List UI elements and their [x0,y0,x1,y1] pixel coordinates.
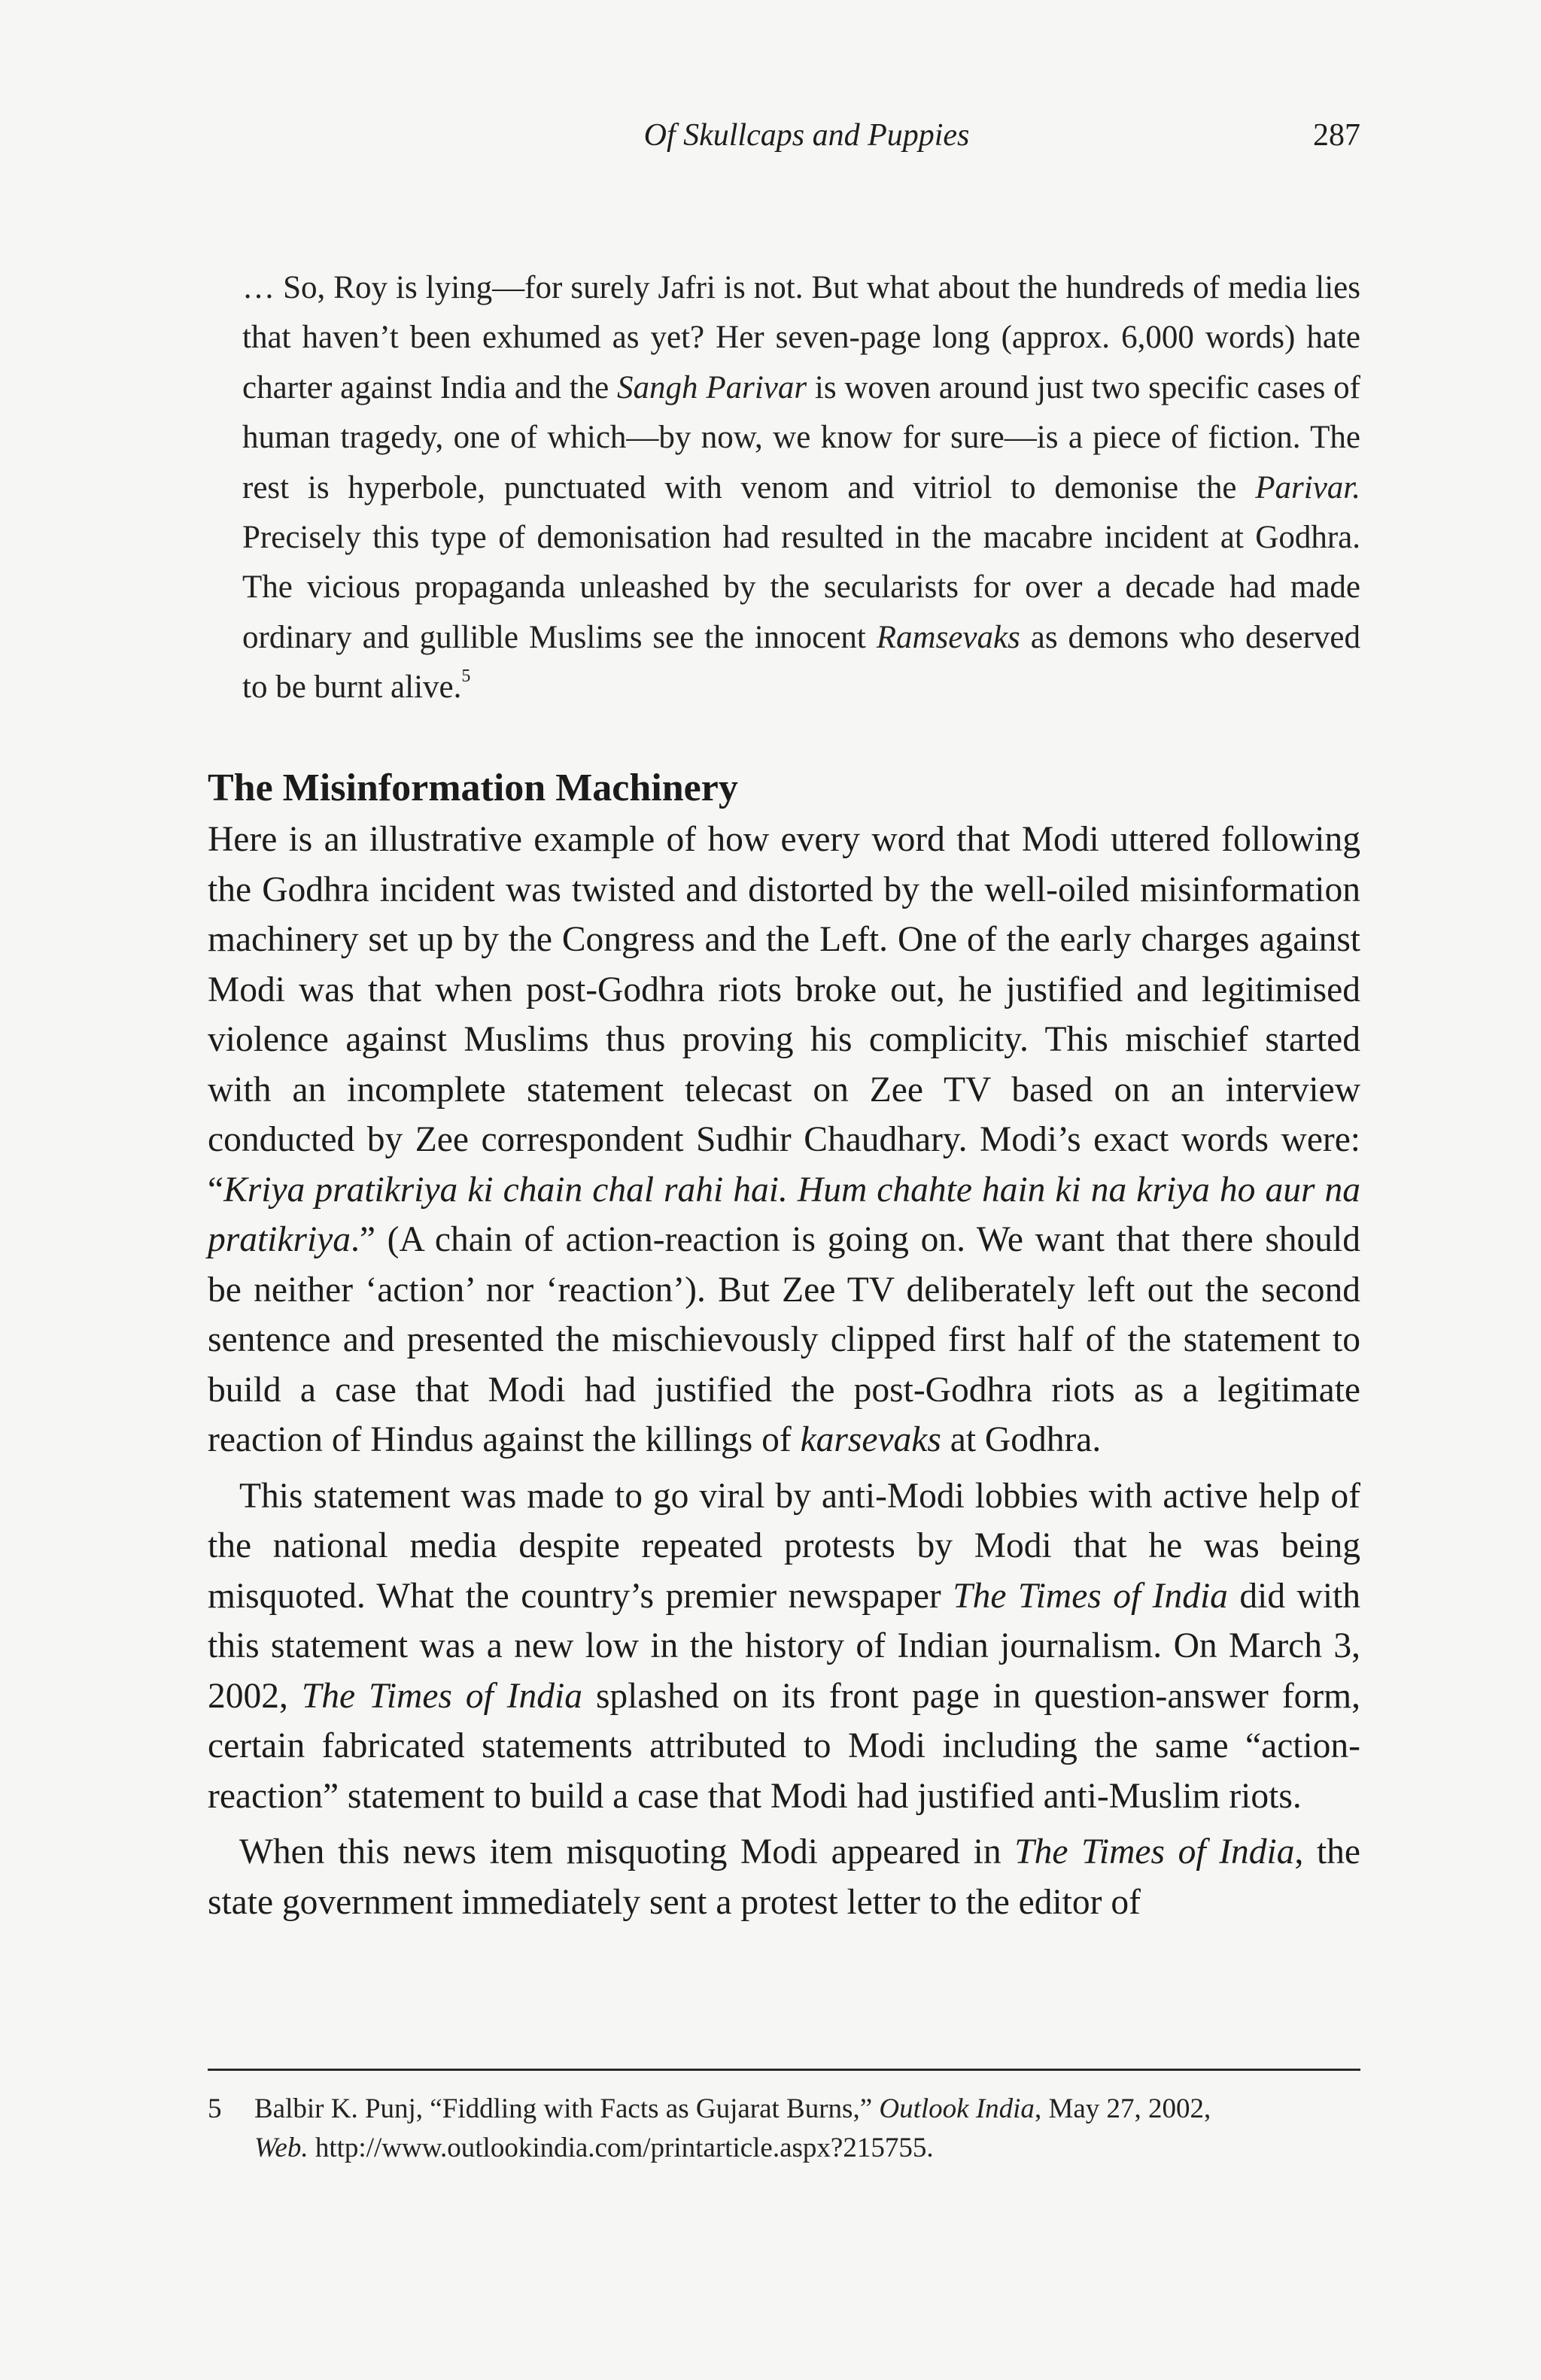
paragraph-text: did with this statement was a new low in the history of Indian journalism. On March 3, 2002, [208,1576,1360,1716]
footnote-link[interactable]: http://www.outlookindia.com/printarticle.aspx?215755. [308,2133,934,2163]
paragraph-text: , the state government immediately sent a protest letter to the editor of [208,1832,1361,1922]
footnote-reference[interactable]: 5 [461,666,471,686]
footnote-italic: Outlook India [879,2093,1035,2124]
footnote [208,2090,1360,2168]
block-quote [242,263,1360,713]
paragraph-text: This statement was made to go viral by anti-Modi lobbies with active help of the national media despite repeated protests by Modi that he was being misquoted. What the country’s premier newspaper [208,1476,1360,1616]
quote-italic-text: Parivar. [1255,469,1360,505]
footnote-text [254,2090,1360,2168]
paragraph-italic-text: karsevaks [800,1420,941,1459]
paragraph-text: Here is an illustrative example of how every word that Modi uttered following the Godhra incident was twisted and distorted by the well-oiled misinformation machinery set up by the Congress and the Left. One of the early charges against Modi was that when post-Godhra riots broke out, he justified and legitimised violence against Muslims thus proving his complicity. This mischief started with an incomplete statement telecast on Zee TV based on an interview conducted by Zee correspondent Sudhir Chaudhary. Modi’s exact words were: “ [208,820,1360,1210]
block-quote-paragraph [242,263,1360,713]
quote-italic-text: Sangh Parivar [617,369,807,405]
quote-text: as demons who deserved to be burnt alive. [242,619,1360,706]
section-heading: The Misinformation Machinery [208,767,738,809]
page-number: 287 [1313,118,1360,153]
paragraph-italic-text: Kriya pratikriya ki chain chal rahi hai. Hum chahte hain ki na kriya ho aur na pratikriya [208,1170,1360,1259]
footnote-divider [208,2069,1360,2071]
quote-text: … So, Roy is lying—for surely Jafri is not. But what about the hundreds of media lies that haven’t been exhumed as yet? Her seven-page long (approx. 6,000 words) hate charter against India and the [242,270,1360,405]
footnote-segment: Balbir K. Punj, “Fiddling with Facts as Gujarat Burns,” [254,2093,880,2124]
footnote-segment: , May 27, 2002, [1034,2093,1211,2124]
paragraph-italic-text: The Times of India [1014,1832,1295,1872]
paragraph-italic-text: The Times of India [301,1676,582,1716]
quote-text: Precisely this type of demonisation had resulted in the macabre incident at Godhra. The vicious propaganda unleashed by the secularists for over a decade had made ordinary and gullible Muslims see the innocent [242,520,1360,655]
paragraph-text: splashed on its front page in question-answer form, certain fabricated statements attributed to Modi including the same “action-reaction” statement to build a case that Modi had justified anti-Muslim riots. [208,1676,1360,1816]
paragraph-italic-text: The Times of India [953,1576,1228,1616]
paragraph-text: at Godhra. [941,1420,1102,1459]
body-text [208,815,1360,1927]
paragraph-3 [208,1827,1360,1927]
paragraph-text: When this news item misquoting Modi appeared in [239,1832,1015,1872]
running-head [208,113,1360,158]
footnote-line-2 [254,2129,1360,2168]
footnote-italic: Web. [254,2133,309,2163]
running-title: Of Skullcaps and Puppies [643,118,970,153]
footnote-number: 5 [208,2093,222,2124]
paragraph-2 [208,1471,1360,1822]
paragraph-text: .” (A chain of action-reaction is going on. We want that there should be neither ‘action’ nor ‘reaction’). But Zee TV deliberately left out the second sentence and presented the mischievously clipped first half of the statement to build a case that Modi had justified the post-Godhra riots as a legitimate reaction of Hindus against the killings of [208,1220,1360,1459]
quote-text: is woven around just two specific cases of human tragedy, one of which—by now, we know for sure—is a piece of fiction. The rest is hyperbole, punctuated with venom and vitriol to demonise the [242,369,1360,505]
quote-italic-text: Ramsevaks [876,619,1020,655]
paragraph-1 [208,815,1360,1465]
